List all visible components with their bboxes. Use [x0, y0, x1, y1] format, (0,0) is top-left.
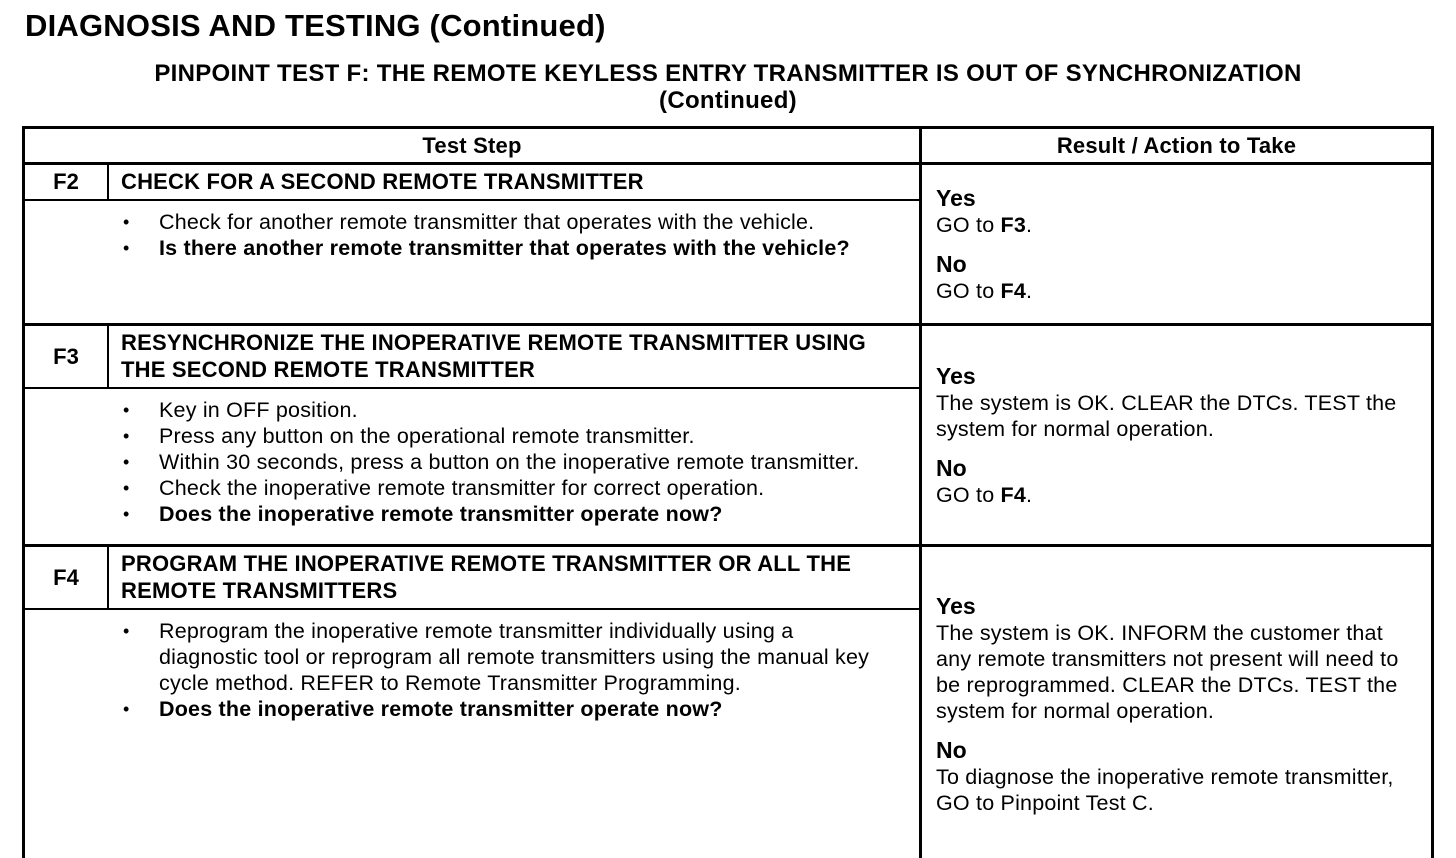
result-yes-block [936, 593, 1419, 724]
action-text: GO to [936, 482, 1001, 507]
list-item [123, 501, 889, 527]
bullet-icon: • [123, 426, 130, 446]
pinpoint-test-title-line1: PINPOINT TEST F: THE REMOTE KEYLESS ENTRY TRANSMITTER IS OUT OF SYNCHRONIZATION [154, 60, 1302, 87]
column-header-test-step: Test Step [422, 132, 522, 158]
result-yes-action [936, 212, 1419, 238]
bullet-text: Check the inoperative remote transmitter for correct operation. [159, 476, 765, 500]
step-title-f4: PROGRAM THE INOPERATIVE REMOTE TRANSMITTER OR ALL THE REMOTE TRANSMITTERS [109, 547, 919, 610]
result-yes-label: Yes [936, 184, 976, 211]
result-yes-block [936, 185, 1419, 238]
result-no-label: No [936, 737, 967, 763]
list-item [123, 397, 889, 423]
result-yes-label: Yes [936, 362, 976, 389]
result-no-block [936, 737, 1419, 816]
result-no-action: To diagnose the inoperative remote transmitter, GO to Pinpoint Test C. [936, 765, 1394, 815]
step-title-f2: CHECK FOR A SECOND REMOTE TRANSMITTER [109, 165, 919, 201]
table-header-row [25, 129, 1431, 165]
action-step-ref: F3 [1000, 212, 1027, 237]
bullet-icon: • [123, 238, 130, 258]
result-no-action [936, 278, 1419, 304]
step-id-f2: F2 [25, 165, 109, 201]
column-header-result-action: Result / Action to Take [919, 129, 1431, 162]
action-text: . [1026, 278, 1033, 303]
step-instructions-f2 [25, 201, 919, 323]
list-item [123, 618, 889, 696]
table-row-step-f4 [25, 544, 1431, 858]
bullet-text: Reprogram the inoperative remote transmitter individually using a diagnostic tool or reprogram all remote transmitters using the manual key cycle method. REFER to Remote Transmitter Programming. [159, 619, 870, 695]
table-row-step-f3 [25, 323, 1431, 544]
bullet-icon: • [123, 504, 130, 524]
bullet-icon: • [123, 212, 130, 232]
action-text: . [1026, 482, 1033, 507]
step-result-f2 [919, 165, 1431, 323]
bullet-text: Press any button on the operational remote transmitter. [159, 424, 695, 448]
table-row-step-f2 [25, 165, 1431, 323]
result-no-block [936, 251, 1419, 304]
result-no-label: No [936, 250, 967, 277]
result-no-block [936, 455, 1419, 508]
step-result-f4 [919, 547, 1431, 858]
action-text: . [1026, 212, 1033, 237]
result-yes-action: The system is OK. INFORM the customer that any remote transmitters not present will need to be reprogrammed. CLEAR the DTCs. TEST the system for normal operation. [936, 621, 1399, 723]
pinpoint-test-title [0, 60, 1456, 114]
pinpoint-test-title-line2: (Continued) [659, 87, 797, 114]
bullet-icon: • [123, 452, 130, 472]
result-no-label: No [936, 454, 967, 481]
result-yes-block [936, 363, 1419, 442]
action-text: GO to [936, 212, 1001, 237]
result-yes-action: The system is OK. CLEAR the DTCs. TEST the system for normal operation. [936, 390, 1397, 441]
bullet-icon: • [123, 400, 130, 420]
action-step-ref: F4 [1000, 278, 1027, 303]
bullet-text: Key in OFF position. [159, 398, 358, 422]
list-item [123, 475, 889, 501]
bullet-icon: • [123, 478, 130, 498]
step-title-f3: RESYNCHRONIZE THE INOPERATIVE REMOTE TRANSMITTER USING THE SECOND REMOTE TRANSMITTER [109, 326, 919, 389]
list-item [123, 423, 889, 449]
result-yes-label: Yes [936, 593, 976, 619]
step-result-f3 [919, 326, 1431, 544]
list-item [123, 449, 889, 475]
list-item [123, 235, 889, 261]
step-instructions-f4 [25, 610, 919, 858]
bullet-icon: • [123, 699, 130, 719]
bullet-icon: • [123, 621, 130, 641]
bullet-text: Within 30 seconds, press a button on the inoperative remote transmitter. [159, 450, 860, 474]
bullet-text: Is there another remote transmitter that operates with the vehicle? [159, 236, 850, 260]
step-id-f4: F4 [25, 547, 109, 610]
pinpoint-test-table [22, 126, 1434, 858]
step-id-f3: F3 [25, 326, 109, 389]
bullet-text: Does the inoperative remote transmitter operate now? [159, 697, 723, 721]
list-item [123, 696, 889, 722]
step-instructions-f3 [25, 389, 919, 544]
bullet-text: Does the inoperative remote transmitter operate now? [159, 502, 723, 526]
list-item [123, 209, 889, 235]
action-text: GO to [936, 278, 1001, 303]
result-no-action [936, 482, 1419, 508]
action-step-ref: F4 [1000, 482, 1027, 507]
bullet-text: Check for another remote transmitter that operates with the vehicle. [159, 210, 815, 234]
page-title: DIAGNOSIS AND TESTING (Continued) [25, 8, 606, 43]
